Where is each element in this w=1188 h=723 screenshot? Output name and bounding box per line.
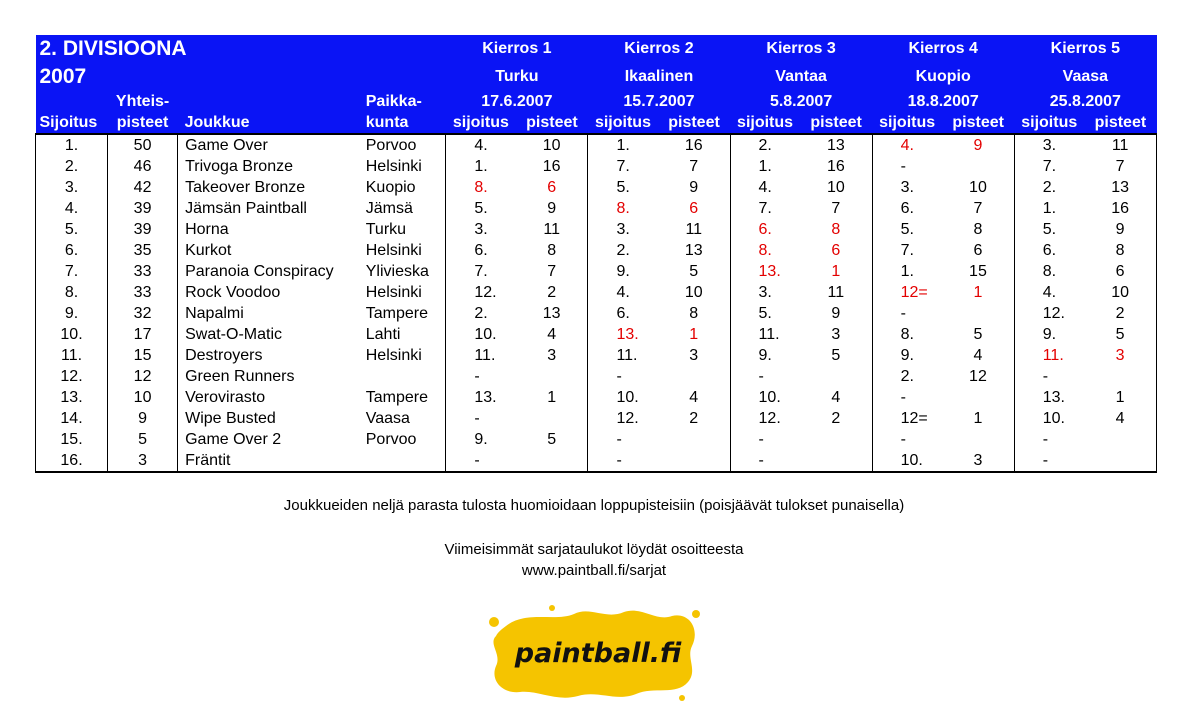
round-points-header: pisteet — [658, 112, 730, 134]
round-points-cell: 2 — [658, 408, 730, 429]
rank-cell: 15. — [36, 429, 108, 450]
team-name-cell: Trivoga Bronze — [178, 156, 364, 177]
round-rank-cell: 5. — [446, 198, 516, 219]
round-points-header: pisteet — [516, 112, 588, 134]
round-rank-cell: 12. — [1014, 303, 1084, 324]
round-rank-cell: 6. — [1014, 240, 1084, 261]
round-points-cell: 1 — [1084, 387, 1156, 408]
scoring-note: Joukkueiden neljä parasta tulosta huomioidaan loppupisteisiin (poisjäävät tulokset punaisella) — [283, 497, 905, 514]
round-points-cell: 11 — [1084, 134, 1156, 156]
round-rank-cell: 6. — [588, 303, 658, 324]
round-rank-cell: 5. — [730, 303, 800, 324]
paint-splash-icon — [486, 604, 702, 702]
round-2-city: Ikaalinen — [588, 63, 730, 91]
total-header-top: Yhteis- — [108, 91, 178, 112]
round-points-cell: 11 — [800, 282, 872, 303]
round-points-cell: 16 — [516, 156, 588, 177]
rank-cell: 13. — [36, 387, 108, 408]
city-cell: Turku — [364, 219, 446, 240]
round-rank-cell: 10. — [446, 324, 516, 345]
city-header-bottom: kunta — [364, 112, 446, 134]
rank-cell: 7. — [36, 261, 108, 282]
table-row — [36, 345, 1157, 366]
round-rank-cell: - — [588, 450, 658, 472]
team-name-cell: Swat-O-Matic — [178, 324, 364, 345]
round-points-cell: 8 — [942, 219, 1014, 240]
round-points-cell: 6 — [516, 177, 588, 198]
table-row — [36, 408, 1157, 429]
round-points-cell: 9 — [516, 198, 588, 219]
round-points-cell: 4 — [516, 324, 588, 345]
round-rank-cell: 4. — [588, 282, 658, 303]
round-rank-cell: 13. — [446, 387, 516, 408]
standings-table — [35, 35, 1157, 473]
total-points-cell: 42 — [108, 177, 178, 198]
round-rank-cell: 1. — [730, 156, 800, 177]
round-rank-cell: 13. — [730, 261, 800, 282]
rank-cell: 16. — [36, 450, 108, 472]
round-rank-cell: 8. — [730, 240, 800, 261]
round-points-cell — [658, 366, 730, 387]
round-rank-cell: 11. — [1014, 345, 1084, 366]
round-points-cell: 6 — [1084, 261, 1156, 282]
round-points-cell: 8 — [516, 240, 588, 261]
round-points-cell: 16 — [658, 134, 730, 156]
city-cell: Helsinki — [364, 156, 446, 177]
round-rank-cell: 10. — [730, 387, 800, 408]
table-row — [36, 219, 1157, 240]
round-points-cell: 10 — [516, 134, 588, 156]
round-points-cell — [1084, 366, 1156, 387]
rank-cell: 10. — [36, 324, 108, 345]
round-rank-cell: 8. — [588, 198, 658, 219]
round-rank-header: sijoitus — [446, 112, 516, 134]
rank-cell: 8. — [36, 282, 108, 303]
round-points-header: pisteet — [1084, 112, 1156, 134]
round-points-cell: 10 — [942, 177, 1014, 198]
round-3-date: 5.8.2007 — [730, 91, 872, 112]
city-cell: Jämsä — [364, 198, 446, 219]
rank-cell: 9. — [36, 303, 108, 324]
team-name-cell: Verovirasto — [178, 387, 364, 408]
table-row — [36, 240, 1157, 261]
round-rank-cell: - — [1014, 450, 1084, 472]
round-points-cell — [800, 366, 872, 387]
table-row — [36, 324, 1157, 345]
team-name-cell: Destroyers — [178, 345, 364, 366]
round-points-cell: 5 — [658, 261, 730, 282]
header-row-1 — [36, 35, 1157, 63]
round-points-cell: 10 — [800, 177, 872, 198]
team-name-cell: Game Over — [178, 134, 364, 156]
round-rank-cell: 2. — [872, 366, 942, 387]
round-rank-cell: 5. — [1014, 219, 1084, 240]
team-name-cell: Kurkot — [178, 240, 364, 261]
round-points-cell: 9 — [800, 303, 872, 324]
round-4-date: 18.8.2007 — [872, 91, 1014, 112]
round-rank-cell: 5. — [872, 219, 942, 240]
round-points-cell — [516, 408, 588, 429]
rank-cell: 5. — [36, 219, 108, 240]
round-rank-cell: 3. — [446, 219, 516, 240]
team-name-cell: Horna — [178, 219, 364, 240]
round-rank-cell: - — [730, 429, 800, 450]
round-points-cell: 7 — [942, 198, 1014, 219]
round-points-cell: 1 — [658, 324, 730, 345]
round-rank-cell: 10. — [588, 387, 658, 408]
table-row — [36, 303, 1157, 324]
round-rank-header: sijoitus — [730, 112, 800, 134]
round-points-cell: 9 — [658, 177, 730, 198]
city-cell: Tampere — [364, 387, 446, 408]
table-header — [36, 35, 1157, 134]
round-points-cell: 5 — [800, 345, 872, 366]
round-points-cell: 5 — [1084, 324, 1156, 345]
latest-tables-text: Viimeisimmät sarjataulukot löydät osoitteesta — [444, 541, 744, 558]
round-points-cell: 6 — [942, 240, 1014, 261]
round-rank-cell: 7. — [730, 198, 800, 219]
total-points-cell: 50 — [108, 134, 178, 156]
table-row — [36, 156, 1157, 177]
table-row — [36, 282, 1157, 303]
round-rank-cell: 7. — [872, 240, 942, 261]
round-3-name: Kierros 3 — [730, 35, 872, 63]
round-rank-cell: - — [446, 408, 516, 429]
city-cell: Vaasa — [364, 408, 446, 429]
blank-cell — [36, 91, 108, 112]
round-points-cell: 3 — [800, 324, 872, 345]
round-points-cell: 16 — [1084, 198, 1156, 219]
team-name-cell: Paranoia Conspiracy — [178, 261, 364, 282]
city-cell: Tampere — [364, 303, 446, 324]
round-rank-header: sijoitus — [1014, 112, 1084, 134]
rank-cell: 3. — [36, 177, 108, 198]
round-points-cell: 3 — [1084, 345, 1156, 366]
round-rank-cell: 8. — [446, 177, 516, 198]
team-name-cell: Game Over 2 — [178, 429, 364, 450]
round-points-cell: 3 — [942, 450, 1014, 472]
round-5-city: Vaasa — [1014, 63, 1156, 91]
team-name-cell: Green Runners — [178, 366, 364, 387]
season-year: 2007 — [36, 63, 446, 91]
round-points-cell: 10 — [1084, 282, 1156, 303]
table-row — [36, 261, 1157, 282]
city-cell: Porvoo — [364, 134, 446, 156]
round-rank-cell: 2. — [1014, 177, 1084, 198]
table-row — [36, 134, 1157, 156]
round-rank-cell: - — [872, 156, 942, 177]
rank-header: Sijoitus — [36, 112, 108, 134]
round-points-header: pisteet — [800, 112, 872, 134]
round-rank-cell: 6. — [446, 240, 516, 261]
total-points-cell: 3 — [108, 450, 178, 472]
table-row — [36, 450, 1157, 472]
round-3-city: Vantaa — [730, 63, 872, 91]
team-name-cell: Napalmi — [178, 303, 364, 324]
round-rank-cell: 9. — [872, 345, 942, 366]
round-rank-cell: 9. — [446, 429, 516, 450]
round-points-cell — [800, 450, 872, 472]
round-1-city: Turku — [446, 63, 588, 91]
round-points-cell: 4 — [658, 387, 730, 408]
blank-cell — [178, 91, 364, 112]
round-rank-cell: 10. — [1014, 408, 1084, 429]
round-points-cell: 13 — [516, 303, 588, 324]
round-points-cell — [658, 450, 730, 472]
round-5-date: 25.8.2007 — [1014, 91, 1156, 112]
round-rank-cell: 11. — [446, 345, 516, 366]
round-points-cell: 16 — [800, 156, 872, 177]
round-points-cell: 12 — [942, 366, 1014, 387]
round-rank-cell: 3. — [588, 219, 658, 240]
round-rank-cell: - — [730, 450, 800, 472]
round-rank-cell: 1. — [1014, 198, 1084, 219]
round-rank-cell: 11. — [588, 345, 658, 366]
team-name-cell: Rock Voodoo — [178, 282, 364, 303]
round-points-cell — [658, 429, 730, 450]
round-rank-cell: 10. — [872, 450, 942, 472]
city-cell: Helsinki — [364, 282, 446, 303]
round-points-header: pisteet — [942, 112, 1014, 134]
city-cell: Helsinki — [364, 345, 446, 366]
round-points-cell: 6 — [658, 198, 730, 219]
city-cell — [364, 366, 446, 387]
round-points-cell: 3 — [516, 345, 588, 366]
round-rank-cell: 11. — [730, 324, 800, 345]
round-rank-cell: - — [730, 366, 800, 387]
round-points-cell: 9 — [942, 134, 1014, 156]
round-rank-cell: - — [1014, 366, 1084, 387]
round-rank-cell: 9. — [730, 345, 800, 366]
rank-cell: 6. — [36, 240, 108, 261]
table-body — [36, 134, 1157, 472]
team-header: Joukkue — [178, 112, 364, 134]
round-points-cell: 7 — [658, 156, 730, 177]
round-points-cell — [942, 156, 1014, 177]
rank-cell: 1. — [36, 134, 108, 156]
total-points-cell: 39 — [108, 198, 178, 219]
header-row-3 — [36, 91, 1157, 112]
round-points-cell: 7 — [1084, 156, 1156, 177]
round-points-cell — [942, 303, 1014, 324]
round-rank-cell: 7. — [1014, 156, 1084, 177]
round-points-cell: 4 — [1084, 408, 1156, 429]
logo-text: paintball.fi — [514, 638, 682, 669]
rank-cell: 4. — [36, 198, 108, 219]
round-points-cell — [942, 429, 1014, 450]
round-4-city: Kuopio — [872, 63, 1014, 91]
round-rank-cell: - — [588, 429, 658, 450]
city-cell: Helsinki — [364, 240, 446, 261]
round-points-cell: 6 — [800, 240, 872, 261]
round-points-cell: 4 — [942, 345, 1014, 366]
round-points-cell: 2 — [516, 282, 588, 303]
round-points-cell: 8 — [658, 303, 730, 324]
round-rank-cell: 4. — [872, 134, 942, 156]
round-rank-cell: 3. — [872, 177, 942, 198]
table-row — [36, 387, 1157, 408]
round-rank-cell: 4. — [446, 134, 516, 156]
round-points-cell: 1 — [942, 282, 1014, 303]
team-name-cell: Takeover Bronze — [178, 177, 364, 198]
round-points-cell: 4 — [800, 387, 872, 408]
round-rank-header: sijoitus — [872, 112, 942, 134]
paintball-fi-logo — [486, 604, 702, 702]
division-title: 2. DIVISIOONA — [36, 35, 446, 63]
round-rank-cell: 12. — [588, 408, 658, 429]
total-header-bottom: pisteet — [108, 112, 178, 134]
round-points-cell: 7 — [516, 261, 588, 282]
round-rank-cell: - — [446, 450, 516, 472]
city-cell: Ylivieska — [364, 261, 446, 282]
city-header-top: Paikka- — [364, 91, 446, 112]
round-rank-cell: 4. — [730, 177, 800, 198]
round-points-cell — [942, 387, 1014, 408]
round-rank-cell: 13. — [588, 324, 658, 345]
total-points-cell: 5 — [108, 429, 178, 450]
round-points-cell: 10 — [658, 282, 730, 303]
city-cell: Lahti — [364, 324, 446, 345]
round-points-cell: 1 — [516, 387, 588, 408]
round-rank-cell: 12. — [730, 408, 800, 429]
round-rank-cell: - — [872, 429, 942, 450]
header-row-2 — [36, 63, 1157, 91]
round-points-cell: 5 — [942, 324, 1014, 345]
round-points-cell — [800, 429, 872, 450]
round-points-cell: 9 — [1084, 219, 1156, 240]
total-points-cell: 33 — [108, 261, 178, 282]
total-points-cell: 10 — [108, 387, 178, 408]
round-rank-cell: 7. — [588, 156, 658, 177]
round-1-name: Kierros 1 — [446, 35, 588, 63]
city-cell: Kuopio — [364, 177, 446, 198]
total-points-cell: 35 — [108, 240, 178, 261]
round-points-cell: 15 — [942, 261, 1014, 282]
total-points-cell: 46 — [108, 156, 178, 177]
round-points-cell: 2 — [800, 408, 872, 429]
round-points-cell: 2 — [1084, 303, 1156, 324]
round-points-cell: 13 — [800, 134, 872, 156]
round-rank-cell: - — [1014, 429, 1084, 450]
round-rank-cell: 1. — [446, 156, 516, 177]
round-points-cell: 11 — [658, 219, 730, 240]
round-rank-cell: - — [588, 366, 658, 387]
round-1-date: 17.6.2007 — [446, 91, 588, 112]
round-points-cell: 11 — [516, 219, 588, 240]
table-row — [36, 198, 1157, 219]
round-rank-cell: - — [446, 366, 516, 387]
round-points-cell — [1084, 450, 1156, 472]
round-rank-cell: 2. — [588, 240, 658, 261]
round-5-name: Kierros 5 — [1014, 35, 1156, 63]
total-points-cell: 39 — [108, 219, 178, 240]
round-rank-cell: 12= — [872, 408, 942, 429]
round-points-cell: 8 — [1084, 240, 1156, 261]
latest-tables-url[interactable]: www.paintball.fi/sarjat — [521, 562, 667, 579]
round-rank-header: sijoitus — [588, 112, 658, 134]
round-points-cell: 5 — [516, 429, 588, 450]
round-points-cell — [1084, 429, 1156, 450]
round-rank-cell: 2. — [730, 134, 800, 156]
team-name-cell: Fräntit — [178, 450, 364, 472]
round-rank-cell: 1. — [872, 261, 942, 282]
rank-cell: 11. — [36, 345, 108, 366]
total-points-cell: 12 — [108, 366, 178, 387]
rank-cell: 14. — [36, 408, 108, 429]
round-rank-cell: 1. — [588, 134, 658, 156]
total-points-cell: 32 — [108, 303, 178, 324]
round-rank-cell: 9. — [588, 261, 658, 282]
round-rank-cell: - — [872, 303, 942, 324]
round-rank-cell: 6. — [872, 198, 942, 219]
round-rank-cell: - — [872, 387, 942, 408]
total-points-cell: 15 — [108, 345, 178, 366]
team-name-cell: Wipe Busted — [178, 408, 364, 429]
round-rank-cell: 13. — [1014, 387, 1084, 408]
total-points-cell: 17 — [108, 324, 178, 345]
rank-cell: 2. — [36, 156, 108, 177]
round-rank-cell: 8. — [872, 324, 942, 345]
total-points-cell: 9 — [108, 408, 178, 429]
round-rank-cell: 5. — [588, 177, 658, 198]
round-points-cell: 13 — [658, 240, 730, 261]
round-rank-cell: 2. — [446, 303, 516, 324]
total-points-cell: 33 — [108, 282, 178, 303]
round-rank-cell: 6. — [730, 219, 800, 240]
round-rank-cell: 3. — [730, 282, 800, 303]
round-points-cell — [516, 450, 588, 472]
team-name-cell: Jämsän Paintball — [178, 198, 364, 219]
table-row — [36, 177, 1157, 198]
round-rank-cell: 12= — [872, 282, 942, 303]
table-row — [36, 429, 1157, 450]
header-row-4 — [36, 112, 1157, 134]
round-rank-cell: 12. — [446, 282, 516, 303]
round-points-cell: 13 — [1084, 177, 1156, 198]
city-cell — [364, 450, 446, 472]
round-rank-cell: 8. — [1014, 261, 1084, 282]
round-points-cell: 8 — [800, 219, 872, 240]
city-cell: Porvoo — [364, 429, 446, 450]
round-rank-cell: 3. — [1014, 134, 1084, 156]
round-points-cell — [516, 366, 588, 387]
table-row — [36, 366, 1157, 387]
round-rank-cell: 9. — [1014, 324, 1084, 345]
round-points-cell: 1 — [942, 408, 1014, 429]
round-4-name: Kierros 4 — [872, 35, 1014, 63]
round-rank-cell: 7. — [446, 261, 516, 282]
rank-cell: 12. — [36, 366, 108, 387]
round-2-name: Kierros 2 — [588, 35, 730, 63]
round-points-cell: 3 — [658, 345, 730, 366]
round-points-cell: 7 — [800, 198, 872, 219]
round-2-date: 15.7.2007 — [588, 91, 730, 112]
round-rank-cell: 4. — [1014, 282, 1084, 303]
round-points-cell: 1 — [800, 261, 872, 282]
